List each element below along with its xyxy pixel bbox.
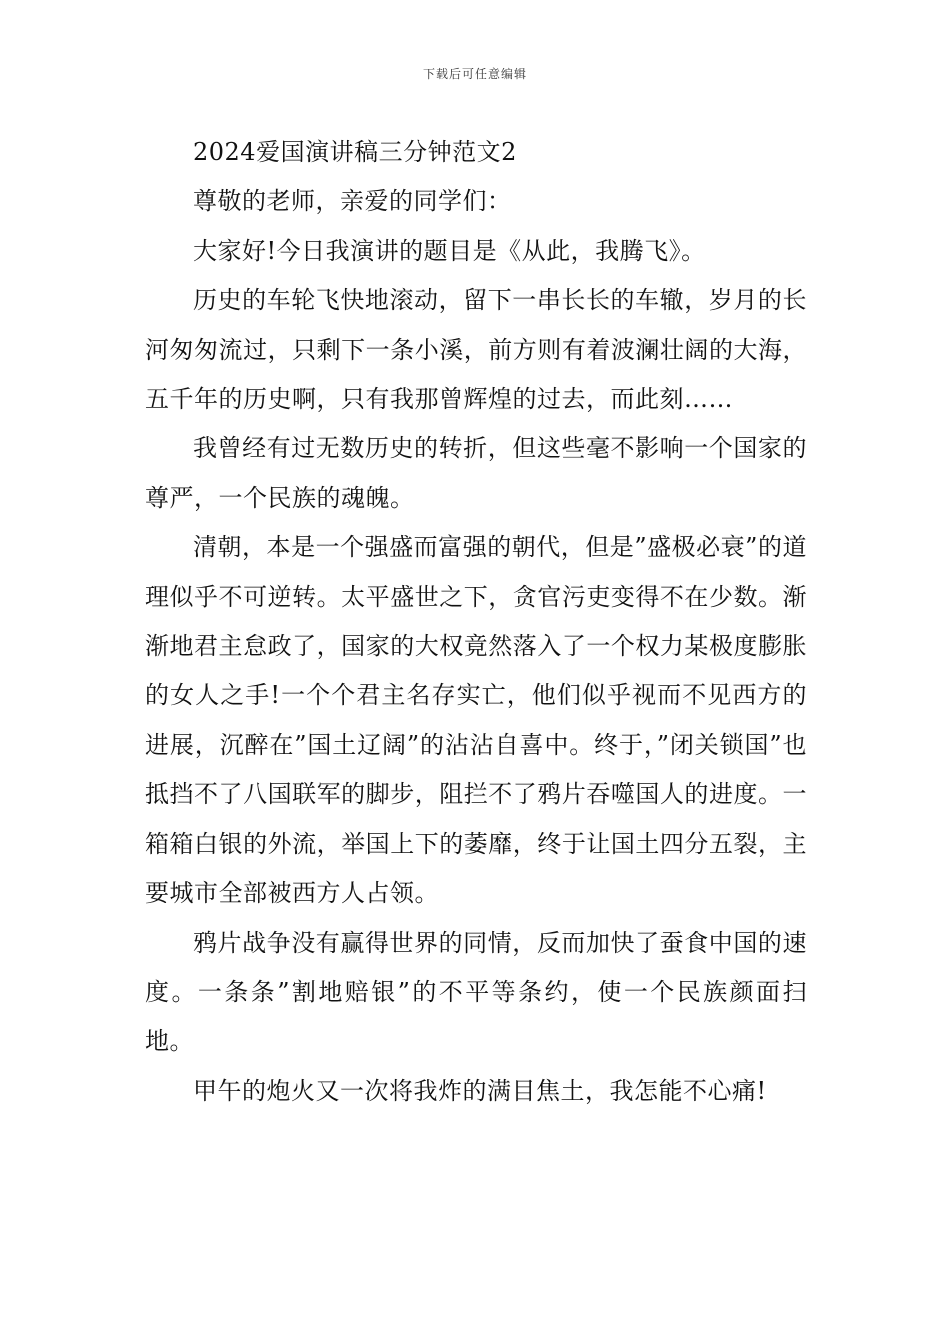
paragraph: 清朝，本是一个强盛而富强的朝代，但是”盛极必衰”的道理似乎不可逆转。太平盛世之下，贪官污吏变得不在少数。渐渐地君主怠政了，国家的大权竟然落入了一个权力某极度膨胀的女人之手!一个个君主名存实亡，他们似乎视而不见西方的进展，沉醉在”国土辽阔”的沾沾自喜中。终于，”闭关锁国”也抵挡不了八国联军的脚步，阻拦不了鸦片吞噬国人的进度。一箱箱白银的外流，举国上下的萎靡，终于让国土四分五裂，主要城市全部被西方人占领。: [145, 533, 807, 908]
paragraph-intro: 大家好!今日我演讲的题目是《从此，我腾飞》。: [193, 236, 706, 265]
document-title: 2024爱国演讲稿三分钟范文2: [193, 138, 517, 166]
paragraph: 历史的车轮飞快地滚动，留下一串长长的车辙，岁月的长河匆匆流过，只剩下一条小溪，前方则有着波澜壮阔的大海，五千年的历史啊，只有我那曾辉煌的过去，而此刻……: [145, 286, 807, 414]
paragraph: 我曾经有过无数历史的转折，但这些毫不影响一个国家的尊严，一个民族的魂魄。: [145, 434, 807, 512]
paragraph-greeting: 尊敬的老师，亲爱的同学们：: [193, 187, 512, 216]
document-body: [145, 128, 807, 1116]
paragraph: 鸦片战争没有赢得世界的同情，反而加快了蚕食中国的速度。一条条”割地赔银”的不平等条约，使一个民族颜面扫地。: [145, 928, 807, 1056]
page-header-note: 下载后可任意编辑: [422, 67, 527, 81]
paragraph: 甲午的炮火又一次将我炸的满目焦土，我怎能不心痛!: [193, 1076, 767, 1105]
